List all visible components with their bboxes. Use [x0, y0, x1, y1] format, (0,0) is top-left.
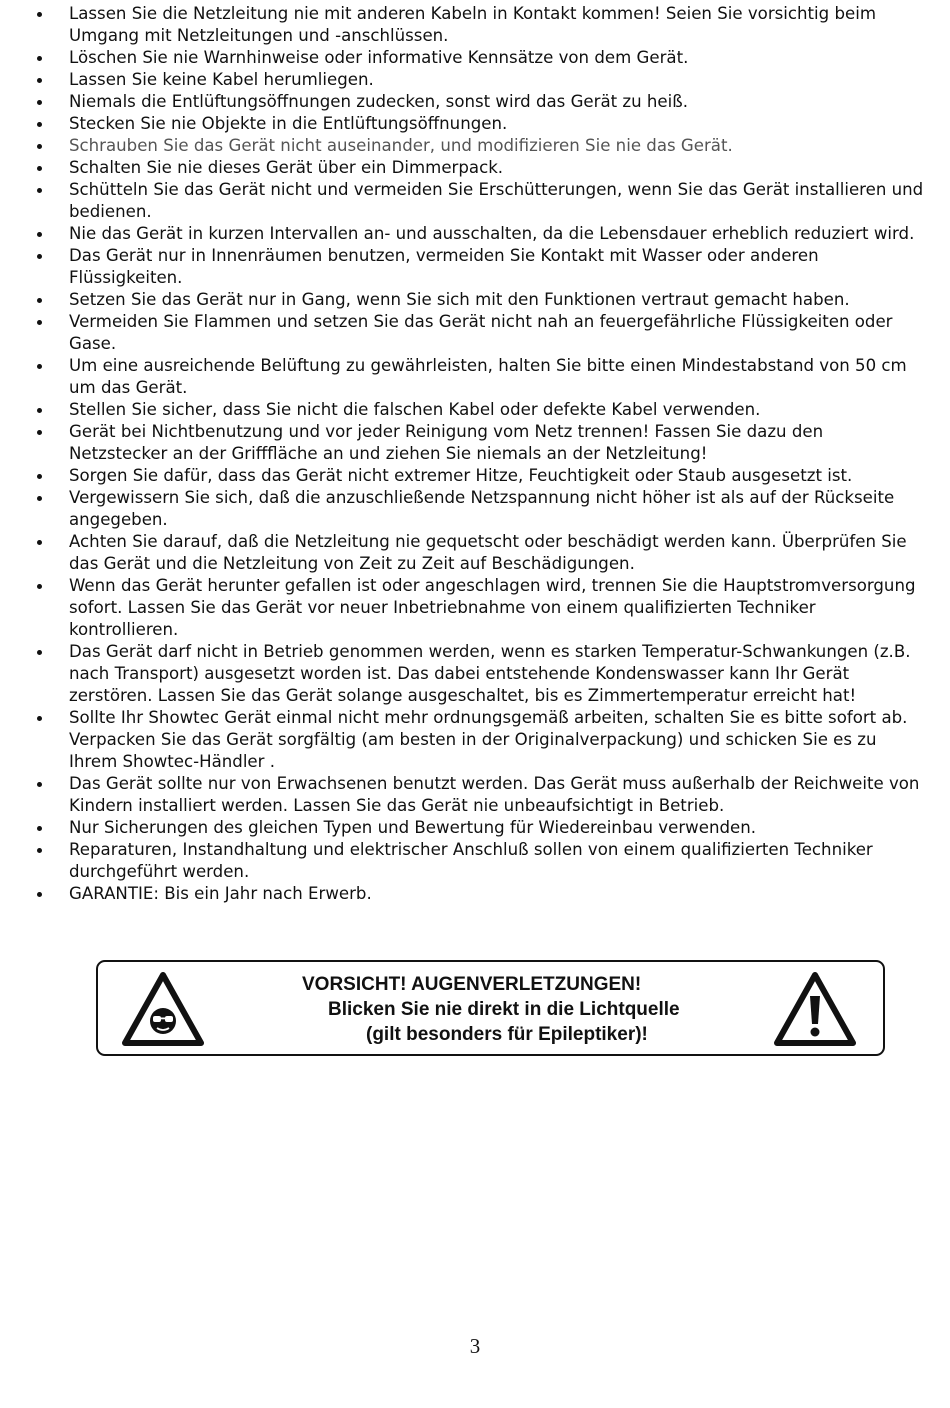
- list-item: Stecken Sie nie Objekte in die Entlüftungsöffnungen.: [34, 113, 926, 135]
- exclamation-warning-icon: [774, 972, 856, 1046]
- list-item: Sollte Ihr Showtec Gerät einmal nicht mehr ordnungsgemäß arbeiten, schalten Sie es bitte sofort ab. Verpacken Sie das Gerät sorgfältig (am besten in der Originalverpackung) und schicken Sie es zu Ihrem Showtec-Händler .: [34, 707, 926, 773]
- list-item: Lassen Sie keine Kabel herumliegen.: [34, 69, 926, 91]
- list-item: GARANTIE: Bis ein Jahr nach Erwerb.: [34, 883, 926, 905]
- list-item: Schrauben Sie das Gerät nicht auseinander, und modifizieren Sie nie das Gerät.: [34, 135, 926, 157]
- list-item: Nie das Gerät in kurzen Intervallen an- und ausschalten, da die Lebensdauer erheblich reduziert wird.: [34, 223, 926, 245]
- list-item: Stellen Sie sicher, dass Sie nicht die falschen Kabel oder defekte Kabel verwenden.: [34, 399, 926, 421]
- list-item: Wenn das Gerät herunter gefallen ist oder angeschlagen wird, trennen Sie die Hauptstromversorgung sofort. Lassen Sie das Gerät vor neuer Inbetriebnahme von einem qualifizierten Techniker kontrollieren.: [34, 575, 926, 641]
- list-item: Sorgen Sie dafür, dass das Gerät nicht extremer Hitze, Feuchtigkeit oder Staub ausgesetzt ist.: [34, 465, 926, 487]
- list-item: Nur Sicherungen des gleichen Typen und Bewertung für Wiedereinbau verwenden.: [34, 817, 926, 839]
- list-item: Setzen Sie das Gerät nur in Gang, wenn Sie sich mit den Funktionen vertraut gemacht haben.: [34, 289, 926, 311]
- list-item: Das Gerät nur in Innenräumen benutzen, vermeiden Sie Kontakt mit Wasser oder anderen Flüssigkeiten.: [34, 245, 926, 289]
- list-item: Vermeiden Sie Flammen und setzen Sie das Gerät nicht nah an feuergefährliche Flüssigkeiten oder Gase.: [34, 311, 926, 355]
- warning-text: [288, 972, 758, 1047]
- warning-headline: VORSICHT! AUGENVERLETZUNGEN!: [302, 974, 642, 995]
- list-item: Das Gerät darf nicht in Betrieb genommen werden, wenn es starken Temperatur-Schwankungen (z.B. nach Transport) ausgesetzt worden ist. Das dabei entstehende Kondenswasser kann Ihr Gerät zerstören. Lassen Sie das Gerät solange ausgeschaltet, bis es Zimmertemperatur erreicht hat!: [34, 641, 926, 707]
- list-item: Lassen Sie die Netzleitung nie mit anderen Kabeln in Kontakt kommen! Seien Sie vorsichtig beim Umgang mit Netzleitungen und -anschlüssen.: [34, 3, 926, 47]
- list-item: Um eine ausreichende Belüftung zu gewährleisten, halten Sie bitte einen Mindestabstand von 50 cm um das Gerät.: [34, 355, 926, 399]
- list-item: Schalten Sie nie dieses Gerät über ein Dimmerpack.: [34, 157, 926, 179]
- warning-line: Blicken Sie nie direkt in die Lichtquelle: [328, 999, 680, 1020]
- warning-line: (gilt besonders für Epileptiker)!: [366, 1024, 648, 1045]
- list-item: Reparaturen, Instandhaltung und elektrischer Anschluß sollen von einem qualifizierten Techniker durchgeführt werden.: [34, 839, 926, 883]
- page-number: 3: [469, 1334, 481, 1358]
- eye-protection-warning-icon: [122, 972, 204, 1046]
- safety-instructions-list: [34, 3, 926, 905]
- list-item: Das Gerät sollte nur von Erwachsenen benutzt werden. Das Gerät muss außerhalb der Reichweite von Kindern installiert werden. Lassen Sie das Gerät nie unbeaufsichtigt in Betrieb.: [34, 773, 926, 817]
- list-item: Niemals die Entlüftungsöffnungen zudecken, sonst wird das Gerät zu heiß.: [34, 91, 926, 113]
- list-item: Gerät bei Nichtbenutzung und vor jeder Reinigung vom Netz trennen! Fassen Sie dazu den Netzstecker an der Grifffläche an und ziehen Sie niemals an der Netzleitung!: [34, 421, 926, 465]
- eye-injury-warning-box: [96, 960, 885, 1056]
- list-item: Achten Sie darauf, daß die Netzleitung nie gequetscht oder beschädigt werden kann. Überprüfen Sie das Gerät und die Netzleitung von Zeit zu Zeit auf Beschädigungen.: [34, 531, 926, 575]
- list-item: Schütteln Sie das Gerät nicht und vermeiden Sie Erschütterungen, wenn Sie das Gerät installieren und bedienen.: [34, 179, 926, 223]
- list-item: Löschen Sie nie Warnhinweise oder informative Kennsätze von dem Gerät.: [34, 47, 926, 69]
- list-item: Vergewissern Sie sich, daß die anzuschließende Netzspannung nicht höher ist als auf der Rückseite angegeben.: [34, 487, 926, 531]
